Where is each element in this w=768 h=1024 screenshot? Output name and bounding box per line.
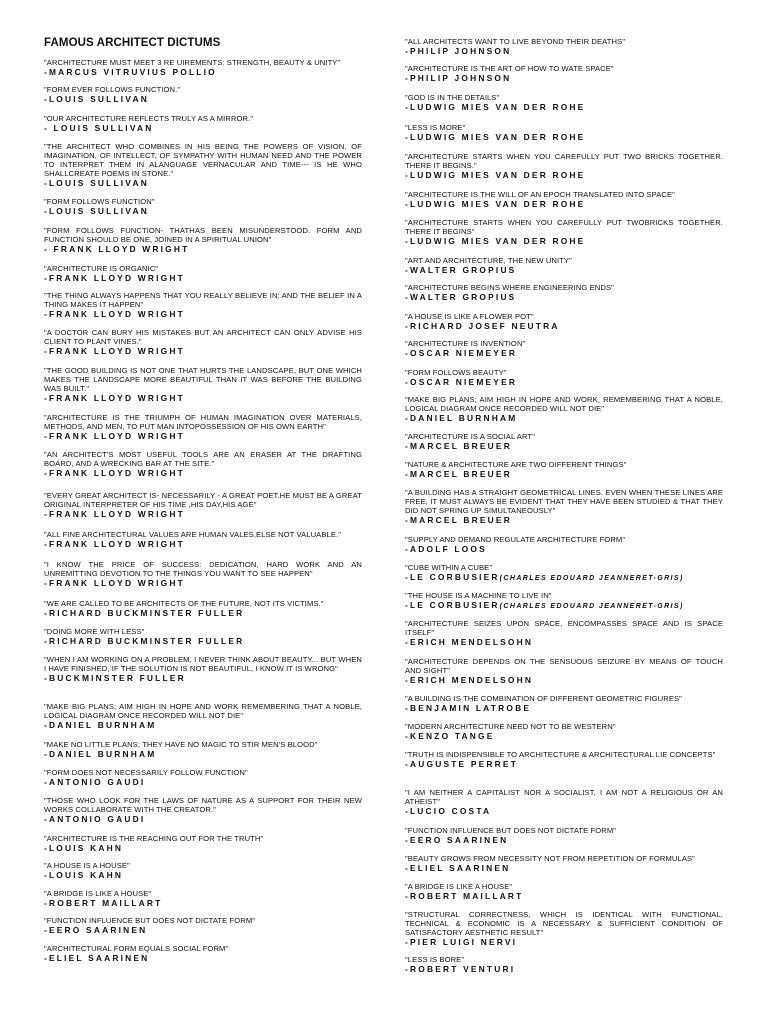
quote-text: "GOD IS IN THE DETAILS" xyxy=(405,93,500,102)
author-name: - FRANK LLOYD WRIGHT xyxy=(44,244,190,254)
quote-author xyxy=(405,102,723,112)
quote-author xyxy=(405,544,723,554)
quote-author xyxy=(405,46,723,56)
author-name: -OSCAR NIEMEYER xyxy=(405,348,518,358)
quote-author xyxy=(405,441,723,451)
right_column-entry xyxy=(405,826,723,845)
quote-author xyxy=(44,346,362,356)
quote-author xyxy=(405,321,723,331)
left_column-entry xyxy=(44,560,362,588)
quote-author xyxy=(44,309,362,319)
author-name: -FRANK LLOYD WRIGHT xyxy=(44,509,185,519)
right_column-entry xyxy=(405,395,723,423)
quote-text: "LESS IS MORE" xyxy=(405,123,466,132)
quote-text: "DOING MORE WITH LESS" xyxy=(44,627,145,636)
left_column-entry xyxy=(44,413,362,441)
quote-text: "I KNOW THE PRICE OF SUCCESS: DEDICATION, HARD WORK AND AN UNREMITTING DEVOTION TO THE THINGS YOU WANT TO SEE HAPPEN" xyxy=(44,560,362,578)
left_column-entry xyxy=(44,328,362,356)
author-name: -ELIEL SAARINEN xyxy=(44,953,150,963)
quote-author xyxy=(44,94,362,104)
left_column-entry xyxy=(44,768,362,787)
left_column-entry xyxy=(44,655,362,683)
author-name: -PHILIP JOHNSON xyxy=(405,73,512,83)
author-name: -AUGUSTE PERRET xyxy=(405,759,519,769)
quote-text: "FORM DOES NOT NECESSARILY FOLLOW FUNCTION" xyxy=(44,768,248,777)
author-name: -LOUIS SULLIVAN xyxy=(44,94,149,104)
author-name: -ROBERT MAILLART xyxy=(405,891,524,901)
author-note: (CHARLES EDOUARD JEANNERET-GRIS) xyxy=(499,603,684,610)
quote-author xyxy=(405,413,723,423)
author-name: -LE CORBUSIER xyxy=(405,572,500,582)
left_column-entry xyxy=(44,916,362,935)
author-name: -FRANK LLOYD WRIGHT xyxy=(44,468,185,478)
quote-text: "ALL FINE ARCHITECTURAL VALUES ARE HUMAN VALES,ELSE NOT VALUABLE." xyxy=(44,530,341,539)
quote-author xyxy=(405,199,723,209)
quote-text: "ARCHITECTURE IS ORGANIC" xyxy=(44,264,159,273)
quote-text: "ARCHITECTURAL FORM EQUALS SOCIAL FORM" xyxy=(44,944,229,953)
right_column-entry xyxy=(405,339,723,358)
quote-text: "ARCHITECTURE BEGINS WHERE ENGINEERING ENDS" xyxy=(405,283,614,292)
author-name: -LE CORBUSIER xyxy=(405,600,500,610)
author-name: -FRANK LLOYD WRIGHT xyxy=(44,393,185,403)
quote-text: "FORM FOLLOWS BEAUTY" xyxy=(405,368,507,377)
quote-text: "WE ARE CALLED TO BE ARCHITECTS OF THE FUTURE, NOT ITS VICTIMS." xyxy=(44,599,324,608)
quote-text: "ARCHITECTURE SEIZES UPON SPACE, ENCOMPASSES SPACE AND IS SPACE ITSELF" xyxy=(405,619,723,637)
quote-text: "NATURE & ARCHITECTURE ARE TWO DIFFERENT THINGS" xyxy=(405,460,627,469)
quote-text: "BEAUTY GROWS FROM NECESSITY NOT FROM REPETITION OF FORMULAS" xyxy=(405,854,695,863)
right_column-entry xyxy=(405,460,723,479)
quote-author xyxy=(44,67,362,77)
quote-text: "TRUTH IS INDISPENSIBLE TO ARCHITECTURE & ARCHITECTURAL LIE CONCEPTS" xyxy=(405,750,716,759)
quote-author xyxy=(44,273,362,283)
right_column-entry xyxy=(405,37,723,56)
quote-author xyxy=(44,953,362,963)
quote-text: "ARCHITECTURE IS A SOCIAL ART" xyxy=(405,432,535,441)
right_column-entry xyxy=(405,432,723,451)
author-name: -RICHARD BUCKMINSTER FULLER xyxy=(44,636,245,646)
author-name: -ELIEL SAARINEN xyxy=(405,863,511,873)
author-name: -DANIEL BURNHAM xyxy=(405,413,518,423)
author-name: -FRANK LLOYD WRIGHT xyxy=(44,309,185,319)
quote-text: "THE GOOD BUILDING IS NOT ONE THAT HURTS THE LANDSCAPE, BUT ONE WHICH MAKES THE LANDSCAPE MORE BEAUTIFUL THAN IT WAS BEFORE THE BUILDING WAS BUILT." xyxy=(44,366,362,393)
quote-text: "THOSE WHO LOOK FOR THE LAWS OF NATURE AS A SUPPORT FOR THEIR NEW WORKS COLLABORATE WITH THE CREATOR." xyxy=(44,796,362,814)
quote-text: "SUPPLY AND DEMAND REGULATE ARCHITECTURE FORM" xyxy=(405,535,626,544)
quote-text: "OUR ARCHITECTURE REFLECTS TRULY AS A MIRROR." xyxy=(44,114,254,123)
right_column-entry xyxy=(405,488,723,525)
right_column-entry xyxy=(405,152,723,180)
author-name: -LOUIS SULLIVAN xyxy=(44,206,149,216)
quote-text: "FORM FOLLOWS FUNCTION" xyxy=(44,197,155,206)
quote-text: "ARCHITECTURE STARTS WHEN YOU CAREFULLY PUT TWO BRICKS TOGETHER. THERE IT BEGINS." xyxy=(405,152,723,170)
quote-author xyxy=(405,600,723,612)
left_column-entry xyxy=(44,142,362,188)
author-name: -BUCKMINSTER FULLER xyxy=(44,673,186,683)
quote-author xyxy=(405,863,723,873)
author-name: -FRANK LLOYD WRIGHT xyxy=(44,539,185,549)
left_column-entry xyxy=(44,740,362,759)
right_column-entry xyxy=(405,694,723,713)
right_column-entry xyxy=(405,535,723,554)
left_column-entry xyxy=(44,491,362,519)
quote-author xyxy=(44,814,362,824)
author-name: -RICHARD BUCKMINSTER FULLER xyxy=(44,608,245,618)
quote-text: "FUNCTION INFLUENCE BUT DOES NOT DICTATE FORM" xyxy=(44,916,256,925)
left_column-entry xyxy=(44,530,362,549)
author-name: -ANTONIO GAUDI xyxy=(44,777,146,787)
quote-author xyxy=(405,132,723,142)
quote-author xyxy=(405,937,723,947)
quote-author xyxy=(44,898,362,908)
quote-author xyxy=(405,703,723,713)
quote-text: "ALL ARCHITECTS WANT TO LIVE BEYOND THEIR DEATHS" xyxy=(405,37,626,46)
quote-text: "A HOUSE IS A HOUSE" xyxy=(44,861,130,870)
left_column-entry xyxy=(44,861,362,880)
author-name: -WALTER GROPIUS xyxy=(405,265,517,275)
right_column-entry xyxy=(405,854,723,873)
quote-text: "THE HOUSE IS A MACHINE TO LIVE IN" xyxy=(405,591,552,600)
quote-text: "MODERN ARCHITECTURE NEED NOT TO BE WESTERN" xyxy=(405,722,616,731)
quote-author xyxy=(405,731,723,741)
quote-text: "AN ARCHITECT'S MOST USEFUL TOOLS ARE AN ERASER AT THE DRAFTING BOARD, AND A WRECKING BAR AT THE SITE." xyxy=(44,450,362,468)
quote-text: "ARCHITECTURE IS INVENTION" xyxy=(405,339,526,348)
quote-text: "WHEN I AM WORKING ON A PROBLEM, I NEVER THINK ABOUT BEAUTY... BUT WHEN I HAVE FINISHED, IF THE SOLUTION IS NOT BEAUTIFUL, I KNOW IT IS WRONG" xyxy=(44,655,362,673)
author-note: (CHARLES EDOUARD JEANNERET-GRIS) xyxy=(499,575,684,582)
quote-author xyxy=(405,236,723,246)
author-name: -LOUIS KAHN xyxy=(44,843,124,853)
quote-text: "A BUILDING IS THE COMBINATION OF DIFFERENT GEOMETRIC FIGURES" xyxy=(405,694,682,703)
author-name: -BENJAMIN LATROBE xyxy=(405,703,532,713)
quote-text: "THE THING ALWAYS HAPPENS THAT YOU REALLY BELIEVE IN; AND THE BELIEF IN A THING MAKES IT HAPPEN" xyxy=(44,291,362,309)
author-name: -ANTONIO GAUDI xyxy=(44,814,146,824)
quote-text: "A BRIDGE IS LIKE A HOUSE" xyxy=(405,882,513,891)
author-name: -FRANK LLOYD WRIGHT xyxy=(44,273,185,283)
quote-author xyxy=(405,265,723,275)
quote-author xyxy=(405,675,723,685)
quote-text: "ARCHITECTURE IS THE REACHING OUT FOR THE TRUTH" xyxy=(44,834,264,843)
right_column-entry xyxy=(405,955,723,974)
quote-text: "A DOCTOR CAN BURY HIS MISTAKES BUT AN ARCHITECT CAN ONLY ADVISE HIS CLIENT TO PLANT VINES." xyxy=(44,328,362,346)
author-name: -RICHARD JOSEF NEUTRA xyxy=(405,321,560,331)
quote-text: "FORM FOLLOWS FUNCTION- THATHAS BEEN MISUNDERSTOOD. FORM AND FUNCTION SHOULD BE ONE, JOINED IN A SPIRITUAL UNION" xyxy=(44,226,362,244)
quote-author xyxy=(44,673,362,683)
right_column-entry xyxy=(405,750,723,769)
author-name: -FRANK LLOYD WRIGHT xyxy=(44,431,185,441)
author-name: -OSCAR NIEMEYER xyxy=(405,377,518,387)
author-name: -ADOLF LOOS xyxy=(405,544,487,554)
author-name: -LUDWIG MIES VAN DER ROHE xyxy=(405,102,586,112)
author-name: -MARCUS VITRUVIUS POLLIO xyxy=(44,67,217,77)
quote-author xyxy=(44,206,362,216)
quote-text: "MAKE NO LITTLE PLANS; THEY HAVE NO MAGIC TO STIR MEN'S BLOOD" xyxy=(44,740,318,749)
left_column-entry xyxy=(44,599,362,618)
right_column-entry xyxy=(405,882,723,901)
right_column-entry xyxy=(405,788,723,816)
quote-author xyxy=(44,123,362,133)
right_column-entry xyxy=(405,283,723,302)
left_column-entry xyxy=(44,114,362,133)
quote-author xyxy=(44,178,362,188)
quote-text: "ARCHITECTURE DEPENDS ON THE SENSUOUS SEIZURE BY MEANS OF TOUCH AND SIGHT" xyxy=(405,657,723,675)
author-name: -LUDWIG MIES VAN DER ROHE xyxy=(405,199,586,209)
quote-author xyxy=(44,393,362,403)
quote-author xyxy=(44,468,362,478)
left_column-entry xyxy=(44,85,362,104)
quote-author xyxy=(44,843,362,853)
quote-text: "A HOUSE IS LIKE A FLOWER POT" xyxy=(405,312,534,321)
left_column-entry xyxy=(44,264,362,283)
quote-author xyxy=(44,431,362,441)
quote-text: "ARCHITECTURE STARTS WHEN YOU CAREFULLY PUT TWOBRICKS TOGETHER. THERE IT BEGINS" xyxy=(405,218,723,236)
left_column-entry xyxy=(44,627,362,646)
author-name: -LUDWIG MIES VAN DER ROHE xyxy=(405,236,586,246)
right_column-entry xyxy=(405,591,723,612)
author-name: -PHILIP JOHNSON xyxy=(405,46,512,56)
author-name: -LUDWIG MIES VAN DER ROHE xyxy=(405,132,586,142)
quote-text: "ARCHITECTURE MUST MEET 3 RE UIREMENTS: STRENGTH, BEAUTY & UNITY" xyxy=(44,58,341,67)
author-name: -EERO SAARINEN xyxy=(405,835,509,845)
left_column-entry xyxy=(44,226,362,254)
quote-author xyxy=(405,759,723,769)
right_column-entry xyxy=(405,93,723,112)
author-name: -MARCEL BREUER xyxy=(405,469,512,479)
quote-text: "FUNCTION INFLUENCE BUT DOES NOT DICTATE FORM" xyxy=(405,826,617,835)
quote-author xyxy=(405,515,723,525)
quote-author xyxy=(405,637,723,647)
author-name: -ROBERT VENTURI xyxy=(405,964,516,974)
quote-author xyxy=(405,964,723,974)
left_column-entry xyxy=(44,366,362,403)
quote-author xyxy=(44,636,362,646)
left_column-entry xyxy=(44,291,362,319)
author-name: -DANIEL BURNHAM xyxy=(44,749,157,759)
right_column-entry xyxy=(405,123,723,142)
quote-text: "A BRIDGE IS LIKE A HOUSE" xyxy=(44,889,152,898)
quote-text: "MAKE BIG PLANS; AIM HIGH IN HOPE AND WORK REMEMBERING THAT A NOBLE, LOGICAL DIAGRAM ONCE RECORDED WILL NOT DIE" xyxy=(44,702,362,720)
left_column-entry xyxy=(44,702,362,730)
author-name: -ERICH MENDELSOHN xyxy=(405,637,534,647)
quote-author xyxy=(44,925,362,935)
quote-author xyxy=(44,749,362,759)
left_column-entry xyxy=(44,889,362,908)
quote-author xyxy=(44,509,362,519)
quote-text: "EVERY GREAT ARCHITECT IS- NECESSARILY - A GREAT POET.HE MUST BE A GREAT ORIGINAL INTERPRETER OF HIS TIME ,HIS DAY,HIS AGE" xyxy=(44,491,362,509)
quote-author xyxy=(405,891,723,901)
quote-author xyxy=(405,572,723,584)
author-name: -FRANK LLOYD WRIGHT xyxy=(44,578,185,588)
author-name: -LUDWIG MIES VAN DER ROHE xyxy=(405,170,586,180)
right_column-entry xyxy=(405,722,723,741)
left_column-entry xyxy=(44,58,362,77)
left_column-entry xyxy=(44,796,362,824)
quote-text: "I AM NEITHER A CAPITALIST NOR A SOCIALIST, I AM NOT A RELIGIOUS OR AN ATHEIST" xyxy=(405,788,723,806)
quote-author xyxy=(405,348,723,358)
left_column-entry xyxy=(44,197,362,216)
quote-text: "LESS IS BORE" xyxy=(405,955,465,964)
right_column-entry xyxy=(405,368,723,387)
quote-author xyxy=(405,292,723,302)
left_column-entry xyxy=(44,450,362,478)
quote-author xyxy=(405,377,723,387)
author-name: -EERO SAARINEN xyxy=(44,925,148,935)
quote-author xyxy=(405,170,723,180)
right_column-entry xyxy=(405,619,723,647)
quote-text: "ARCHITECTURE IS THE TRIUMPH OF HUMAN IMAGINATION OVER MATERIALS, METHODS, AND MEN, TO PUT MAN INTOPOSSESSION OF HIS OWN EARTH" xyxy=(44,413,362,431)
quote-text: "A BUILDING HAS A STRAIGHT GEOMETRICAL LINES. EVEN WHEN THESE LINES ARE FREE, IT MUST ALWAYS BE EVIDENT THAT THEY HAVE BEEN STUDIED & THAT THEY DID NOT SPRING UP SIMULTANEOUSLY" xyxy=(405,488,723,515)
left_column-entry xyxy=(44,834,362,853)
quote-text: "FORM EVER FOLLOWS FUNCTION." xyxy=(44,85,181,94)
quote-text: "ARCHITECTURE IS THE ART OF HOW TO WATE SPACE" xyxy=(405,64,614,73)
quote-author xyxy=(44,608,362,618)
quote-author xyxy=(44,578,362,588)
quote-author xyxy=(405,73,723,83)
quote-text: "THE ARCHITECT WHO COMBINES IN HIS BEING THE POWERS OF VISION, OF IMAGINATION, OF INTELLECT, OF SYMPATHY WITH HUMAN NEED AND THE POWER TO INTERPRET THEM IN ALANGUAGE VERNACULAR AND TIME--- IS HE WHO SHALLCREATE POEMS IN STONE." xyxy=(44,142,362,178)
author-name: -MARCEL BREUER xyxy=(405,515,512,525)
quote-text: "ARCHITECTURE IS THE WILL OF AN EPOCH TRANSLATED INTO SPACE" xyxy=(405,190,675,199)
left_column-entry xyxy=(44,944,362,963)
right_column-entry xyxy=(405,657,723,685)
quote-author xyxy=(405,835,723,845)
right_column-entry xyxy=(405,64,723,83)
right_column-entry xyxy=(405,563,723,584)
quote-author xyxy=(44,244,362,254)
quote-text: "ART AND ARCHITECTURE, THE NEW UNITY" xyxy=(405,256,572,265)
author-name: -ROBERT MAILLART xyxy=(44,898,163,908)
page-title: FAMOUS ARCHITECT DICTUMS xyxy=(44,37,221,49)
right_column-entry xyxy=(405,218,723,246)
quote-author xyxy=(405,469,723,479)
quote-author xyxy=(44,539,362,549)
author-name: -LOUIS KAHN xyxy=(44,870,124,880)
quote-text: "MAKE BIG PLANS; AIM HIGH IN HOPE AND WORK, REMEMBERING THAT A NOBLE, LOGICAL DIAGRAM ONCE RECORDED WILL NOT DIE" xyxy=(405,395,723,413)
quote-author xyxy=(44,720,362,730)
author-name: -PIER LUIGI NERVI xyxy=(405,937,518,947)
quote-author xyxy=(44,870,362,880)
author-name: -FRANK LLOYD WRIGHT xyxy=(44,346,185,356)
author-name: -ERICH MENDELSOHN xyxy=(405,675,534,685)
quote-author xyxy=(44,777,362,787)
right_column-entry xyxy=(405,256,723,275)
author-name: -WALTER GROPIUS xyxy=(405,292,517,302)
quote-text: "CUBE WITHIN A CUBE" xyxy=(405,563,493,572)
quote-author xyxy=(405,806,723,816)
author-name: -LOUIS SULLIVAN xyxy=(44,178,149,188)
author-name: -DANIEL BURNHAM xyxy=(44,720,157,730)
author-name: -MARCEL BREUER xyxy=(405,441,512,451)
quote-text: "STRUCTURAL CORRECTNESS, WHICH IS IDENTICAL WITH FUNCTIONAL, TECHNICAL & ECONOMIC IS A NECESSARY & SUFFICIENT CONDITION OF SATISFACTORY AESTHETIC RESULT" xyxy=(405,910,723,937)
author-name: - LOUIS SULLIVAN xyxy=(44,123,154,133)
author-name: -KENZO TANGE xyxy=(405,731,495,741)
right_column-entry xyxy=(405,190,723,209)
author-name: -LUCIO COSTA xyxy=(405,806,492,816)
right_column-entry xyxy=(405,910,723,947)
right_column-entry xyxy=(405,312,723,331)
